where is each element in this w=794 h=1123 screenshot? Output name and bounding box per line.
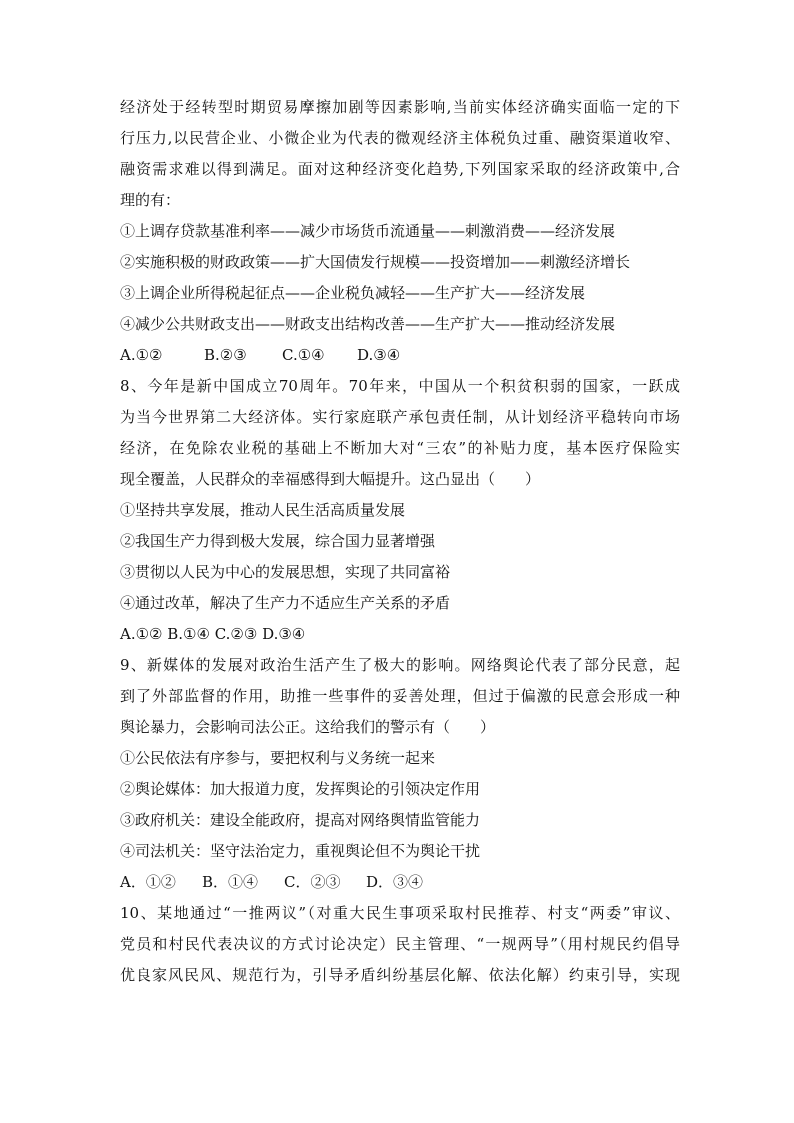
- q8-option-2: ②我国生产力得到极大发展，综合国力显著增强: [120, 532, 436, 550]
- q9-stem-line-3: 舆论暴力，会影响司法公正。这给我们的警示有（ ）: [120, 718, 496, 736]
- q8-option-4: ④通过改革，解决了生产力不适应生产关系的矛盾: [120, 594, 451, 612]
- q7-answer-d: D.③④: [357, 346, 401, 364]
- q7-option-1: ①上调存贷款基准利率——减少市场货币流通量——刺激消费——经济发展: [120, 222, 616, 240]
- q7-option-3: ③上调企业所得税起征点——企业税负减轻——生产扩大——经济发展: [120, 284, 586, 302]
- q7-option-4: ④减少公共财政支出——财政支出结构改善——生产扩大——推动经济发展: [120, 315, 616, 333]
- q7-answer-c: C.①④: [282, 346, 325, 364]
- q8-option-1: ①坚持共享发展，推动人民生活高质量发展: [120, 501, 406, 519]
- q9-answer-a: A．①②: [120, 873, 176, 891]
- q8-stem-line-2: 为当今世界第二大经济体。实行家庭联产承包责任制，从计划经济平稳转向市场: [120, 408, 680, 426]
- question-7: [120, 92, 680, 371]
- q9-answer-b: B．①④: [202, 873, 259, 891]
- q7-stem-line-4: 理的有：: [120, 191, 181, 209]
- q9-answer-c: C．②③: [284, 873, 341, 891]
- q7-stem-line-2: 行压力,以民营企业、小微企业为代表的微观经济主体税负过重、融资渠道收窄、: [120, 129, 680, 147]
- q8-stem-line-3: 经济，在免除农业税的基础上不断加大对“三农”的补贴力度，基本医疗保险实: [120, 439, 680, 457]
- question-8: [120, 371, 680, 650]
- q7-answer-b: B.②③: [204, 346, 247, 364]
- q8-stem-line-1: 8、今年是新中国成立70周年。70年来，中国从一个积贫积弱的国家，一跃成: [120, 377, 680, 395]
- q8-answer-choices: A.①② B.①④ C.②③ D.③④: [120, 625, 306, 643]
- q10-stem-line-2: 党员和村民代表决议的方式讨论决定）民主管理、“一规两导”（用村规民约倡导: [120, 935, 680, 953]
- question-9: [120, 650, 680, 898]
- q9-stem-line-2: 到了外部监督的作用，助推一些事件的妥善处理，但过于偏激的民意会形成一种: [120, 687, 680, 705]
- q7-answer-a: A.①②: [120, 346, 163, 364]
- q9-option-4: ④司法机关：坚守法治定力，重视舆论但不为舆论干扰: [120, 842, 481, 860]
- q8-stem-line-4: 现全覆盖，人民群众的幸福感得到大幅提升。这凸显出（ ）: [120, 470, 541, 488]
- q9-option-3: ③政府机关：建设全能政府，提高对网络舆情监管能力: [120, 811, 481, 829]
- q8-option-3: ③贯彻以人民为中心的发展思想，实现了共同富裕: [120, 563, 451, 581]
- q10-stem-line-3: 优良家风民风、规范行为，引导矛盾纠纷基层化解、依法化解）约束引导，实现: [120, 966, 680, 984]
- q7-stem-line-3: 融资需求难以得到满足。面对这种经济变化趋势,下列国家采取的经济政策中,合: [120, 160, 680, 178]
- document-body: [120, 92, 680, 991]
- q7-answer-choices: [120, 340, 680, 371]
- q7-stem-line-1: 经济处于经转型时期贸易摩擦加剧等因素影响,当前实体经济确实面临一定的下: [120, 98, 680, 116]
- q9-answer-d: D．③④: [366, 873, 424, 891]
- q9-option-1: ①公民依法有序参与，要把权利与义务统一起来: [120, 749, 436, 767]
- q10-stem-line-1: 10、某地通过“一推两议”（对重大民生事项采取村民推荐、村支“两委”审议、: [120, 904, 680, 922]
- q9-answer-choices: [120, 867, 680, 898]
- question-10: [120, 898, 680, 991]
- q9-option-2: ②舆论媒体：加大报道力度，发挥舆论的引领决定作用: [120, 780, 481, 798]
- q9-stem-line-1: 9、新媒体的发展对政治生活产生了极大的影响。网络舆论代表了部分民意，起: [120, 656, 680, 674]
- q7-option-2: ②实施积极的财政政策——扩大国债发行规模——投资增加——刺激经济增长: [120, 253, 631, 271]
